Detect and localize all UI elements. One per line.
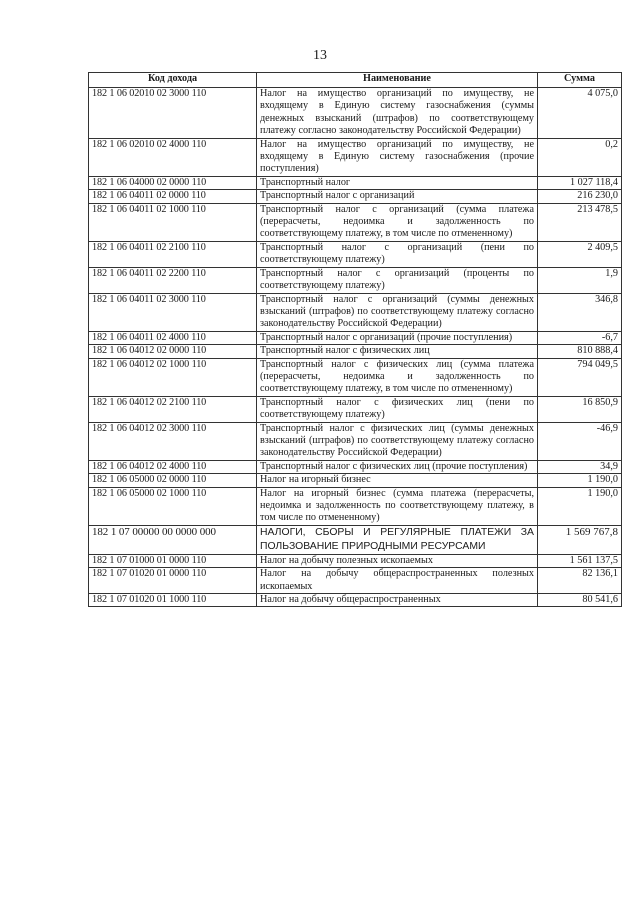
row-code: 182 1 06 04011 02 2200 110 <box>89 267 257 293</box>
row-name: Транспортный налог с организаций <box>257 190 538 203</box>
table-row <box>89 241 622 267</box>
table-row <box>89 190 622 203</box>
table-row <box>89 554 622 567</box>
row-sum: 1 190,0 <box>538 487 622 525</box>
row-code: 182 1 06 02010 02 3000 110 <box>89 88 257 139</box>
row-sum: 810 888,4 <box>538 345 622 358</box>
table-row <box>89 568 622 594</box>
table-row <box>89 345 622 358</box>
column-header-code: Код дохода <box>89 73 257 88</box>
column-header-sum: Сумма <box>538 73 622 88</box>
row-code: 182 1 06 04000 02 0000 110 <box>89 176 257 189</box>
table-row <box>89 267 622 293</box>
row-code: 182 1 06 04011 02 2100 110 <box>89 241 257 267</box>
row-sum: 346,8 <box>538 293 622 331</box>
row-sum: -46,9 <box>538 422 622 460</box>
table-row <box>89 474 622 487</box>
row-name: НАЛОГИ, СБОРЫ И РЕГУЛЯРНЫЕ ПЛАТЕЖИ ЗА ПОЛЬЗОВАНИЕ ПРИРОДНЫМИ РЕСУРСАМИ <box>257 525 538 554</box>
row-name: Транспортный налог с организаций (проценты по соответствующему платежу) <box>257 267 538 293</box>
row-sum: 794 049,5 <box>538 358 622 396</box>
table-row <box>89 176 622 189</box>
row-code: 182 1 06 04012 02 0000 110 <box>89 345 257 358</box>
table-row <box>89 203 622 241</box>
row-name: Налог на добычу общераспространенных <box>257 594 538 607</box>
row-sum: 34,9 <box>538 460 622 473</box>
row-sum: 1,9 <box>538 267 622 293</box>
table-row-section-heading <box>89 525 622 554</box>
row-code: 182 1 06 04012 02 1000 110 <box>89 358 257 396</box>
row-code: 182 1 06 04012 02 3000 110 <box>89 422 257 460</box>
table-row <box>89 293 622 331</box>
table-row <box>89 460 622 473</box>
row-sum: 80 541,6 <box>538 594 622 607</box>
row-code: 182 1 07 01000 01 0000 110 <box>89 554 257 567</box>
row-code: 182 1 06 04011 02 3000 110 <box>89 293 257 331</box>
row-name: Налог на добычу полезных ископаемых <box>257 554 538 567</box>
table-row <box>89 331 622 344</box>
row-sum: 82 136,1 <box>538 568 622 594</box>
row-code: 182 1 06 04011 02 4000 110 <box>89 331 257 344</box>
table-row <box>89 138 622 176</box>
row-name: Налог на добычу общераспространенных полезных ископаемых <box>257 568 538 594</box>
row-name: Транспортный налог с физических лиц <box>257 345 538 358</box>
row-name: Налог на имущество организаций по имуществу, не входящему в Единую систему газоснабжения (суммы денежных взысканий (штрафов) по соответствующему платежу согласно законодательству Российской Федерации) <box>257 88 538 139</box>
row-sum: 1 561 137,5 <box>538 554 622 567</box>
row-code: 182 1 06 04011 02 1000 110 <box>89 203 257 241</box>
row-sum: 1 569 767,8 <box>538 525 622 554</box>
row-sum: 2 409,5 <box>538 241 622 267</box>
row-sum: 213 478,5 <box>538 203 622 241</box>
row-code: 182 1 07 01020 01 0000 110 <box>89 568 257 594</box>
row-code: 182 1 07 00000 00 0000 000 <box>89 525 257 554</box>
row-name: Транспортный налог с физических лиц (пени по соответствующему платежу) <box>257 396 538 422</box>
page-number: 13 <box>313 48 327 63</box>
row-sum: 4 075,0 <box>538 88 622 139</box>
row-name: Транспортный налог с организаций (пени по соответствующему платежу) <box>257 241 538 267</box>
table-row <box>89 594 622 607</box>
row-name: Транспортный налог <box>257 176 538 189</box>
row-code: 182 1 06 05000 02 0000 110 <box>89 474 257 487</box>
row-name: Транспортный налог с организаций (прочие поступления) <box>257 331 538 344</box>
row-name: Налог на имущество организаций по имуществу, не входящему в Единую систему газоснабжения (прочие поступления) <box>257 138 538 176</box>
row-code: 182 1 06 04011 02 0000 110 <box>89 190 257 203</box>
row-code: 182 1 06 04012 02 2100 110 <box>89 396 257 422</box>
row-name: Транспортный налог с физических лиц (прочие поступления) <box>257 460 538 473</box>
table-header-row <box>89 73 622 88</box>
row-code: 182 1 06 02010 02 4000 110 <box>89 138 257 176</box>
table-row <box>89 358 622 396</box>
table-row <box>89 396 622 422</box>
table-row <box>89 88 622 139</box>
row-name: Налог на игорный бизнес <box>257 474 538 487</box>
row-sum: 0,2 <box>538 138 622 176</box>
revenue-table <box>88 72 622 607</box>
row-sum: 1 027 118,4 <box>538 176 622 189</box>
row-code: 182 1 06 05000 02 1000 110 <box>89 487 257 525</box>
row-name: Транспортный налог с организаций (суммы денежных взысканий (штрафов) по соответствующему платежу согласно законодательству Российской Федерации) <box>257 293 538 331</box>
column-header-name: Наименование <box>257 73 538 88</box>
row-name: Транспортный налог с организаций (сумма платежа (перерасчеты, недоимка и задолженность по соответствующему платежу, в том числе по отмененному) <box>257 203 538 241</box>
table-row <box>89 422 622 460</box>
row-sum: -6,7 <box>538 331 622 344</box>
row-code: 182 1 06 04012 02 4000 110 <box>89 460 257 473</box>
row-name: Транспортный налог с физических лиц (сумма платежа (перерасчеты, недоимка и задолженность по соответствующему платежу, в том числе по отмененному) <box>257 358 538 396</box>
row-sum: 16 850,9 <box>538 396 622 422</box>
table-row <box>89 487 622 525</box>
row-sum: 216 230,0 <box>538 190 622 203</box>
row-name: Транспортный налог с физических лиц (суммы денежных взысканий (штрафов) по соответствующему платежу согласно законодательству Российской Федерации) <box>257 422 538 460</box>
row-name: Налог на игорный бизнес (сумма платежа (перерасчеты, недоимка и задолженность по соответствующему платежу, в том числе по отмененному) <box>257 487 538 525</box>
row-sum: 1 190,0 <box>538 474 622 487</box>
row-code: 182 1 07 01020 01 1000 110 <box>89 594 257 607</box>
